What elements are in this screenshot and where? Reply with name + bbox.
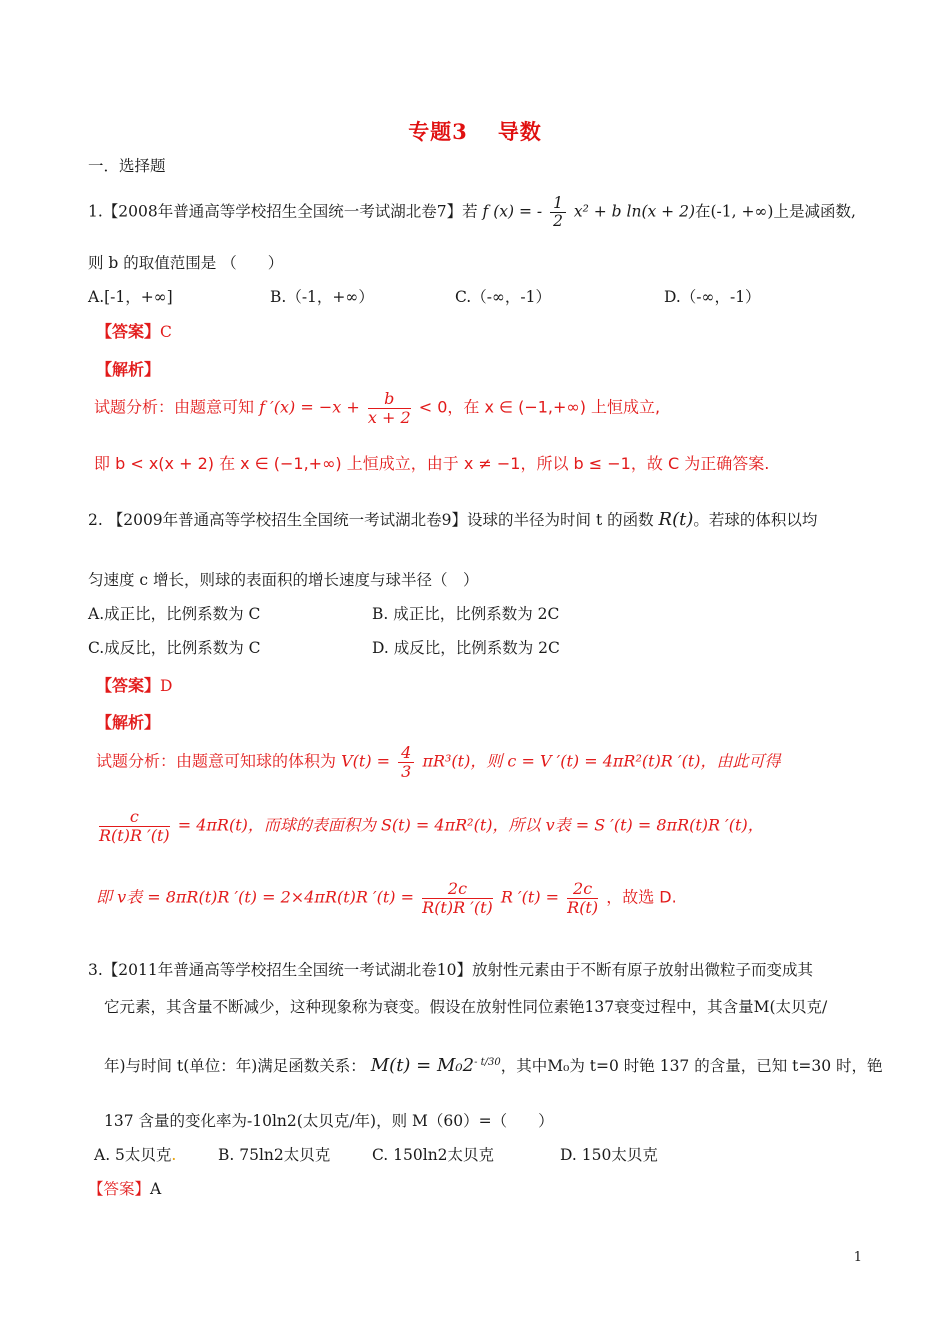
q1-option-a: A.[-1，+∞] [88,288,173,306]
fraction-2c-over-rr: $\frac{2c}{R(t)R '(t)}$ [422,879,493,917]
q1-answer: 【答案】C [96,322,172,341]
fraction-four-thirds: $\frac{4}{3}$ [398,744,414,780]
question-2-line2: 匀速度 c 增长，则球的表面积的增长速度与球半径（ ） [88,571,479,589]
q1-analysis-line1: 试题分析：由题意可知 f ′(x) = −x + $\frac{b}{x + 2}$ < 0，在 x ∈ (−1,+∞) 上恒成立, [94,389,661,427]
question-3-line3: 年)与时间 t(单位：年)满足函数关系： $M(t) = M_02^{- t/30}$，其中M₀为 t=0 时铯 137 的含量，已知 t=30 时，铯 [104,1055,883,1076]
q2-answer: 【答案】D [96,676,173,695]
q1-analysis-tag: 【解析】 [96,360,161,379]
question-1-line2: 则 b 的取值范围是 （ ） [88,254,284,272]
q3-option-b: B. 75ln2太贝克 [218,1146,331,1164]
question-3-line4: 137 含量的变化率为-10ln2(太贝克/年)，则 M（60）=（ ） [104,1112,554,1130]
q2-analysis-tag: 【解析】 [96,713,161,732]
q1-option-b: B.（-1，+∞） [270,288,374,306]
fraction-half: $\frac{1}{2}$ [550,195,566,230]
q2-option-b: B. 成正比，比例系数为 2C [372,605,560,623]
q2-option-c: C.成反比，比例系数为 C [88,639,261,657]
fraction-b-over-x2: $\frac{b}{x + 2}$ [367,389,411,427]
page-number: 1 [853,1250,862,1265]
question-1-stem: 1.【2008年普通高等学校招生全国统一考试湖北卷7】若 f (x) = - $\frac{1}{2}$ x² + b ln(x + 2)在(-1, +∞)上是减函数, [88,194,856,231]
orange-dot: . [171,1146,177,1164]
q2-option-d: D. 成反比，比例系数为 2C [372,639,560,657]
question-3-line2: 它元素，其含量不断减少，这种现象称为衰变。假设在放射性同位素铯137衰变过程中，其含量M(太贝克/ [104,998,828,1016]
fraction-2c-over-r: $\frac{2c}{R(t)}$ [567,879,599,917]
q3-option-a: A. 5太贝克. [94,1146,177,1164]
q3-option-d: D. 150太贝克 [560,1146,658,1164]
q2-analysis-line3: 即 v表 = 8πR(t)R ′(t) = 2×4πR(t)R ′(t) = $\frac{2c}{R(t)R '(t)}$ R ′(t) = $\frac{2c}{R(t)}$ ，故选 D. [96,879,677,917]
q2-analysis-line1: 试题分析：由题意可知球的体积为 V(t) = $\frac{4}{3}$ πR³(t)，则 c = V ′(t) = 4πR²(t)R ′(t)，由此可得 [96,743,781,781]
q3-answer: 【答案】A [88,1180,162,1198]
q1-analysis-line2: 即 b < x(x + 2) 在 x ∈ (−1,+∞) 上恒成立，由于 x ≠ −1，所以 b ≤ −1，故 C 为正确答案. [94,454,770,473]
fraction-c-over-rr: $\frac{c}{R(t)R '(t)}$ [99,807,170,845]
q1-option-c: C.（-∞，-1） [455,288,551,306]
q3-option-c: C. 150ln2太贝克 [372,1146,495,1164]
question-3-line1: 3.【2011年普通高等学校招生全国统一考试湖北卷10】放射性元素由于不断有原子放射出微粒子而变成其 [88,961,813,979]
q2-option-a: A.成正比，比例系数为 C [88,605,261,623]
document-title: 专题3 导数 [408,119,542,144]
section-heading: 一．选择题 [88,157,166,175]
question-2-stem: 2. 【2009年普通高等学校招生全国统一考试湖北卷9】设球的半径为时间 t 的函数 R(t)。若球的体积以均 [88,509,818,530]
q1-option-d: D.（-∞，-1） [664,288,761,306]
q2-analysis-line2: $\frac{c}{R(t)R '(t)}$ = 4πR(t)，而球的表面积为 S(t) = 4πR²(t)，所以 v表 = S ′(t) = 8πR(t)R ′(t)， [99,807,764,845]
